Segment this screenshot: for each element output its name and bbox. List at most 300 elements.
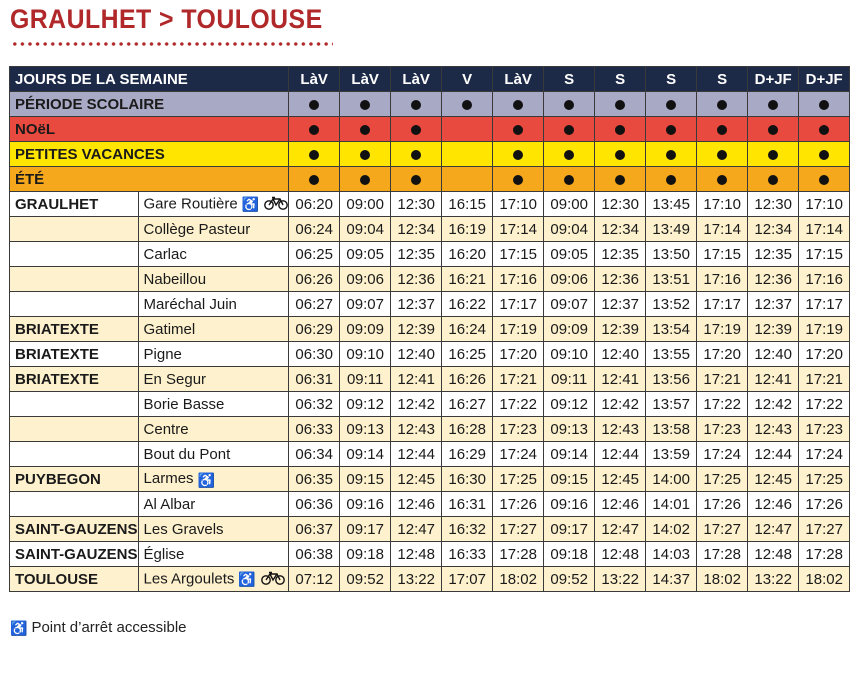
period-mark-cell (748, 167, 799, 192)
time-cell: 12:44 (595, 442, 646, 467)
service-dot (768, 150, 778, 160)
time-cell: 06:29 (289, 317, 340, 342)
period-mark-cell (697, 142, 748, 167)
town-cell (10, 292, 139, 317)
legend (10, 619, 187, 637)
service-dot (717, 125, 727, 135)
stop-name-cell (138, 292, 289, 317)
table-row (10, 217, 850, 242)
time-cell: 17:27 (799, 517, 850, 542)
period-row (10, 167, 850, 192)
stop-name-cell (138, 517, 289, 542)
time-cell: 12:30 (595, 192, 646, 217)
service-dot (360, 175, 370, 185)
time-cell: 17:27 (697, 517, 748, 542)
stop-name: Gatimel (143, 320, 196, 338)
time-cell: 12:37 (595, 292, 646, 317)
time-cell: 09:09 (340, 317, 391, 342)
period-mark-cell (493, 167, 544, 192)
time-cell: 09:06 (340, 267, 391, 292)
time-cell: 14:03 (646, 542, 697, 567)
service-dot (513, 150, 523, 160)
time-cell: 17:24 (493, 442, 544, 467)
period-mark-cell (646, 142, 697, 167)
time-cell: 16:28 (442, 417, 493, 442)
stop-name-cell (138, 267, 289, 292)
service-dot (717, 150, 727, 160)
time-cell: 17:24 (799, 442, 850, 467)
time-cell: 13:22 (595, 567, 646, 592)
period-mark-cell (799, 167, 850, 192)
stop-name: Al Albar (143, 495, 196, 513)
time-cell: 17:21 (799, 367, 850, 392)
time-cell: 17:28 (799, 542, 850, 567)
period-row (10, 142, 850, 167)
time-cell: 16:30 (442, 467, 493, 492)
service-dot (819, 100, 829, 110)
time-cell: 09:05 (544, 242, 595, 267)
period-mark-cell (391, 92, 442, 117)
service-dot (360, 100, 370, 110)
period-mark-cell (748, 117, 799, 142)
table-row (10, 292, 850, 317)
time-cell: 12:46 (595, 492, 646, 517)
town-cell: TOULOUSE (10, 567, 139, 592)
stop-name-cell (138, 567, 289, 592)
time-cell: 06:24 (289, 217, 340, 242)
time-cell: 09:00 (544, 192, 595, 217)
period-mark-cell (289, 142, 340, 167)
time-cell: 12:40 (391, 342, 442, 367)
town-cell: PUYBEGON (10, 467, 139, 492)
service-dot (768, 175, 778, 185)
time-cell: 12:36 (595, 267, 646, 292)
town-cell: GRAULHET (10, 192, 139, 217)
time-cell: 12:46 (748, 492, 799, 517)
time-cell: 13:58 (646, 417, 697, 442)
stop-name: Centre (143, 420, 189, 438)
time-cell: 16:25 (442, 342, 493, 367)
town-cell (10, 392, 139, 417)
table-row (10, 417, 850, 442)
time-cell: 09:18 (340, 542, 391, 567)
time-cell: 13:22 (748, 567, 799, 592)
time-cell: 06:37 (289, 517, 340, 542)
time-cell: 17:10 (697, 192, 748, 217)
time-cell: 16:29 (442, 442, 493, 467)
time-cell: 09:13 (340, 417, 391, 442)
period-mark-cell (391, 167, 442, 192)
town-cell (10, 267, 139, 292)
time-cell: 14:37 (646, 567, 697, 592)
town-cell: BRIATEXTE (10, 317, 139, 342)
time-cell: 09:11 (340, 367, 391, 392)
period-mark-cell (799, 142, 850, 167)
time-cell: 09:06 (544, 267, 595, 292)
stop-name: Collège Pasteur (143, 220, 251, 238)
time-cell: 09:04 (340, 217, 391, 242)
time-cell: 17:22 (697, 392, 748, 417)
time-cell: 17:28 (493, 542, 544, 567)
period-mark-cell (442, 92, 493, 117)
time-cell: 12:47 (391, 517, 442, 542)
service-dot (513, 100, 523, 110)
time-cell: 17:17 (697, 292, 748, 317)
time-cell: 17:14 (799, 217, 850, 242)
time-cell: 17:17 (493, 292, 544, 317)
stop-name: Maréchal Juin (143, 295, 237, 313)
service-dot (666, 175, 676, 185)
time-cell: 13:22 (391, 567, 442, 592)
time-cell: 09:15 (544, 467, 595, 492)
time-cell: 06:20 (289, 192, 340, 217)
table-row (10, 317, 850, 342)
time-cell: 12:43 (391, 417, 442, 442)
time-cell: 09:17 (340, 517, 391, 542)
service-dot (666, 100, 676, 110)
service-dot (411, 100, 421, 110)
time-cell: 12:36 (748, 267, 799, 292)
table-row (10, 367, 850, 392)
service-dot (309, 125, 319, 135)
time-cell: 12:37 (748, 292, 799, 317)
table-row (10, 567, 850, 592)
table-row (10, 517, 850, 542)
time-cell: 09:00 (340, 192, 391, 217)
time-cell: 12:45 (391, 467, 442, 492)
time-cell: 17:22 (799, 392, 850, 417)
stop-name: Larmes (143, 470, 194, 488)
time-cell: 16:19 (442, 217, 493, 242)
time-cell: 12:43 (748, 417, 799, 442)
time-cell: 09:10 (340, 342, 391, 367)
service-dot (360, 125, 370, 135)
period-mark-cell (544, 167, 595, 192)
time-cell: 17:26 (799, 492, 850, 517)
wheelchair-icon: ♿ (197, 471, 215, 488)
time-cell: 12:48 (748, 542, 799, 567)
period-mark-cell (646, 167, 697, 192)
time-cell: 17:17 (799, 292, 850, 317)
stop-name-cell (138, 317, 289, 342)
time-cell: 16:22 (442, 292, 493, 317)
period-mark-cell (748, 92, 799, 117)
time-cell: 09:52 (544, 567, 595, 592)
period-mark-cell (340, 167, 391, 192)
time-cell: 09:11 (544, 367, 595, 392)
time-cell: 09:15 (340, 467, 391, 492)
time-cell: 17:20 (697, 342, 748, 367)
time-cell: 09:12 (544, 392, 595, 417)
period-label: PÉRIODE SCOLAIRE (10, 92, 289, 117)
time-cell: 17:25 (697, 467, 748, 492)
day-header: LàV (391, 67, 442, 92)
time-cell: 09:05 (340, 242, 391, 267)
table-row (10, 392, 850, 417)
wheelchair-icon: ♿ (10, 619, 28, 636)
day-header: D+JF (748, 67, 799, 92)
time-cell: 14:01 (646, 492, 697, 517)
bicycle-icon (264, 196, 288, 213)
town-cell (10, 242, 139, 267)
stop-name: Bout du Pont (143, 445, 231, 463)
day-header: V (442, 67, 493, 92)
time-cell: 12:47 (595, 517, 646, 542)
stop-name-cell (138, 217, 289, 242)
time-cell: 17:21 (493, 367, 544, 392)
time-cell: 16:26 (442, 367, 493, 392)
time-cell: 12:34 (391, 217, 442, 242)
period-mark-cell (799, 117, 850, 142)
time-cell: 12:36 (391, 267, 442, 292)
time-cell: 12:48 (595, 542, 646, 567)
stop-name: Pigne (143, 345, 182, 363)
time-cell: 13:52 (646, 292, 697, 317)
period-mark-cell (595, 142, 646, 167)
time-cell: 16:32 (442, 517, 493, 542)
timetable (9, 66, 850, 592)
stop-name: Borie Basse (143, 395, 225, 413)
time-cell: 09:12 (340, 392, 391, 417)
time-cell: 06:30 (289, 342, 340, 367)
stop-name-cell (138, 342, 289, 367)
service-dot (564, 125, 574, 135)
table-row (10, 342, 850, 367)
service-dot (615, 125, 625, 135)
period-mark-cell (289, 167, 340, 192)
period-mark-cell (697, 92, 748, 117)
time-cell: 12:48 (391, 542, 442, 567)
town-cell (10, 492, 139, 517)
page-title: GRAULHET > TOULOUSE (10, 4, 323, 34)
stop-name-cell (138, 392, 289, 417)
period-mark-cell (340, 117, 391, 142)
time-cell: 07:12 (289, 567, 340, 592)
time-cell: 17:16 (697, 267, 748, 292)
time-cell: 17:14 (697, 217, 748, 242)
time-cell: 12:41 (595, 367, 646, 392)
period-mark-cell (442, 117, 493, 142)
period-mark-cell (595, 167, 646, 192)
service-dot (819, 175, 829, 185)
service-dot (411, 175, 421, 185)
period-mark-cell (697, 117, 748, 142)
period-row (10, 92, 850, 117)
time-cell: 09:07 (340, 292, 391, 317)
time-cell: 06:34 (289, 442, 340, 467)
service-dot (717, 175, 727, 185)
time-cell: 06:32 (289, 392, 340, 417)
period-mark-cell (340, 92, 391, 117)
town-cell (10, 442, 139, 467)
period-mark-cell (442, 142, 493, 167)
time-cell: 12:30 (748, 192, 799, 217)
time-cell: 12:46 (391, 492, 442, 517)
time-cell: 12:37 (391, 292, 442, 317)
time-cell: 18:02 (799, 567, 850, 592)
time-cell: 16:31 (442, 492, 493, 517)
stop-name: Gare Routière (143, 194, 238, 212)
header-label: JOURS DE LA SEMAINE (10, 67, 289, 92)
time-cell: 18:02 (697, 567, 748, 592)
time-cell: 17:10 (493, 192, 544, 217)
day-header: S (697, 67, 748, 92)
period-mark-cell (493, 142, 544, 167)
stop-name: En Segur (143, 370, 207, 388)
time-cell: 17:26 (493, 492, 544, 517)
period-mark-cell (595, 117, 646, 142)
service-dot (819, 125, 829, 135)
time-cell: 17:23 (697, 417, 748, 442)
time-cell: 12:44 (748, 442, 799, 467)
period-mark-cell (799, 92, 850, 117)
time-cell: 12:30 (391, 192, 442, 217)
period-mark-cell (595, 92, 646, 117)
time-cell: 12:35 (391, 242, 442, 267)
time-cell: 09:07 (544, 292, 595, 317)
service-dot (462, 100, 472, 110)
time-cell: 17:24 (697, 442, 748, 467)
table-row (10, 192, 850, 217)
time-cell: 12:34 (595, 217, 646, 242)
service-dot (615, 175, 625, 185)
day-header: S (544, 67, 595, 92)
day-header: LàV (289, 67, 340, 92)
period-mark-cell (340, 142, 391, 167)
service-dot (411, 150, 421, 160)
service-dot (768, 100, 778, 110)
time-cell: 09:18 (544, 542, 595, 567)
time-cell: 12:34 (748, 217, 799, 242)
time-cell: 14:00 (646, 467, 697, 492)
town-cell (10, 217, 139, 242)
time-cell: 09:13 (544, 417, 595, 442)
stop-name-cell (138, 417, 289, 442)
time-cell: 13:59 (646, 442, 697, 467)
time-cell: 17:14 (493, 217, 544, 242)
time-cell: 12:43 (595, 417, 646, 442)
time-cell: 16:21 (442, 267, 493, 292)
time-cell: 09:16 (340, 492, 391, 517)
time-cell: 12:39 (391, 317, 442, 342)
period-mark-cell (748, 142, 799, 167)
time-cell: 17:21 (697, 367, 748, 392)
stop-name-cell (138, 192, 289, 217)
service-dot (513, 125, 523, 135)
time-cell: 13:56 (646, 367, 697, 392)
service-dot (717, 100, 727, 110)
time-cell: 13:55 (646, 342, 697, 367)
period-label: NOëL (10, 117, 289, 142)
stop-name-cell (138, 442, 289, 467)
time-cell: 12:45 (595, 467, 646, 492)
time-cell: 17:19 (697, 317, 748, 342)
time-cell: 17:07 (442, 567, 493, 592)
stop-name-cell (138, 542, 289, 567)
stop-name: Église (143, 545, 185, 563)
time-cell: 14:02 (646, 517, 697, 542)
time-cell: 12:42 (391, 392, 442, 417)
stop-name: Les Argoulets (143, 569, 235, 587)
time-cell: 09:09 (544, 317, 595, 342)
stop-name-cell (138, 242, 289, 267)
service-dot (666, 150, 676, 160)
period-mark-cell (697, 167, 748, 192)
service-dot (513, 175, 523, 185)
service-dot (309, 175, 319, 185)
table-row (10, 267, 850, 292)
time-cell: 06:38 (289, 542, 340, 567)
service-dot (309, 100, 319, 110)
time-cell: 17:19 (799, 317, 850, 342)
legend-text: Point d’arrêt accessible (31, 619, 187, 636)
period-mark-cell (544, 92, 595, 117)
town-cell: BRIATEXTE (10, 342, 139, 367)
time-cell: 12:39 (748, 317, 799, 342)
bicycle-icon (261, 571, 285, 588)
town-cell: SAINT-GAUZENS (10, 542, 139, 567)
header-row (10, 67, 850, 92)
time-cell: 13:51 (646, 267, 697, 292)
time-cell: 17:22 (493, 392, 544, 417)
time-cell: 17:16 (799, 267, 850, 292)
town-cell: BRIATEXTE (10, 367, 139, 392)
time-cell: 09:04 (544, 217, 595, 242)
time-cell: 09:17 (544, 517, 595, 542)
time-cell: 09:14 (544, 442, 595, 467)
day-header: LàV (340, 67, 391, 92)
time-cell: 12:40 (748, 342, 799, 367)
period-mark-cell (289, 92, 340, 117)
period-label: ÉTÉ (10, 167, 289, 192)
time-cell: 12:45 (748, 467, 799, 492)
time-cell: 17:10 (799, 192, 850, 217)
time-cell: 12:42 (595, 392, 646, 417)
stop-name: Carlac (143, 245, 187, 263)
period-mark-cell (391, 117, 442, 142)
table-row (10, 242, 850, 267)
service-dot (819, 150, 829, 160)
service-dot (564, 150, 574, 160)
service-dot (615, 150, 625, 160)
wheelchair-icon: ♿ (241, 196, 260, 212)
time-cell: 06:27 (289, 292, 340, 317)
time-cell: 12:47 (748, 517, 799, 542)
time-cell: 17:20 (799, 342, 850, 367)
time-cell: 17:15 (493, 242, 544, 267)
service-dot (411, 125, 421, 135)
time-cell: 13:49 (646, 217, 697, 242)
period-mark-cell (544, 142, 595, 167)
period-mark-cell (544, 117, 595, 142)
time-cell: 06:33 (289, 417, 340, 442)
period-mark-cell (493, 117, 544, 142)
period-mark-cell (493, 92, 544, 117)
table-row (10, 542, 850, 567)
time-cell: 13:54 (646, 317, 697, 342)
stop-name-cell (138, 367, 289, 392)
service-dot (666, 125, 676, 135)
stop-name: Les Gravels (143, 520, 224, 538)
period-row (10, 117, 850, 142)
time-cell: 13:45 (646, 192, 697, 217)
service-dot (615, 100, 625, 110)
time-cell: 12:35 (748, 242, 799, 267)
time-cell: 06:26 (289, 267, 340, 292)
time-cell: 17:27 (493, 517, 544, 542)
time-cell: 17:26 (697, 492, 748, 517)
time-cell: 06:35 (289, 467, 340, 492)
